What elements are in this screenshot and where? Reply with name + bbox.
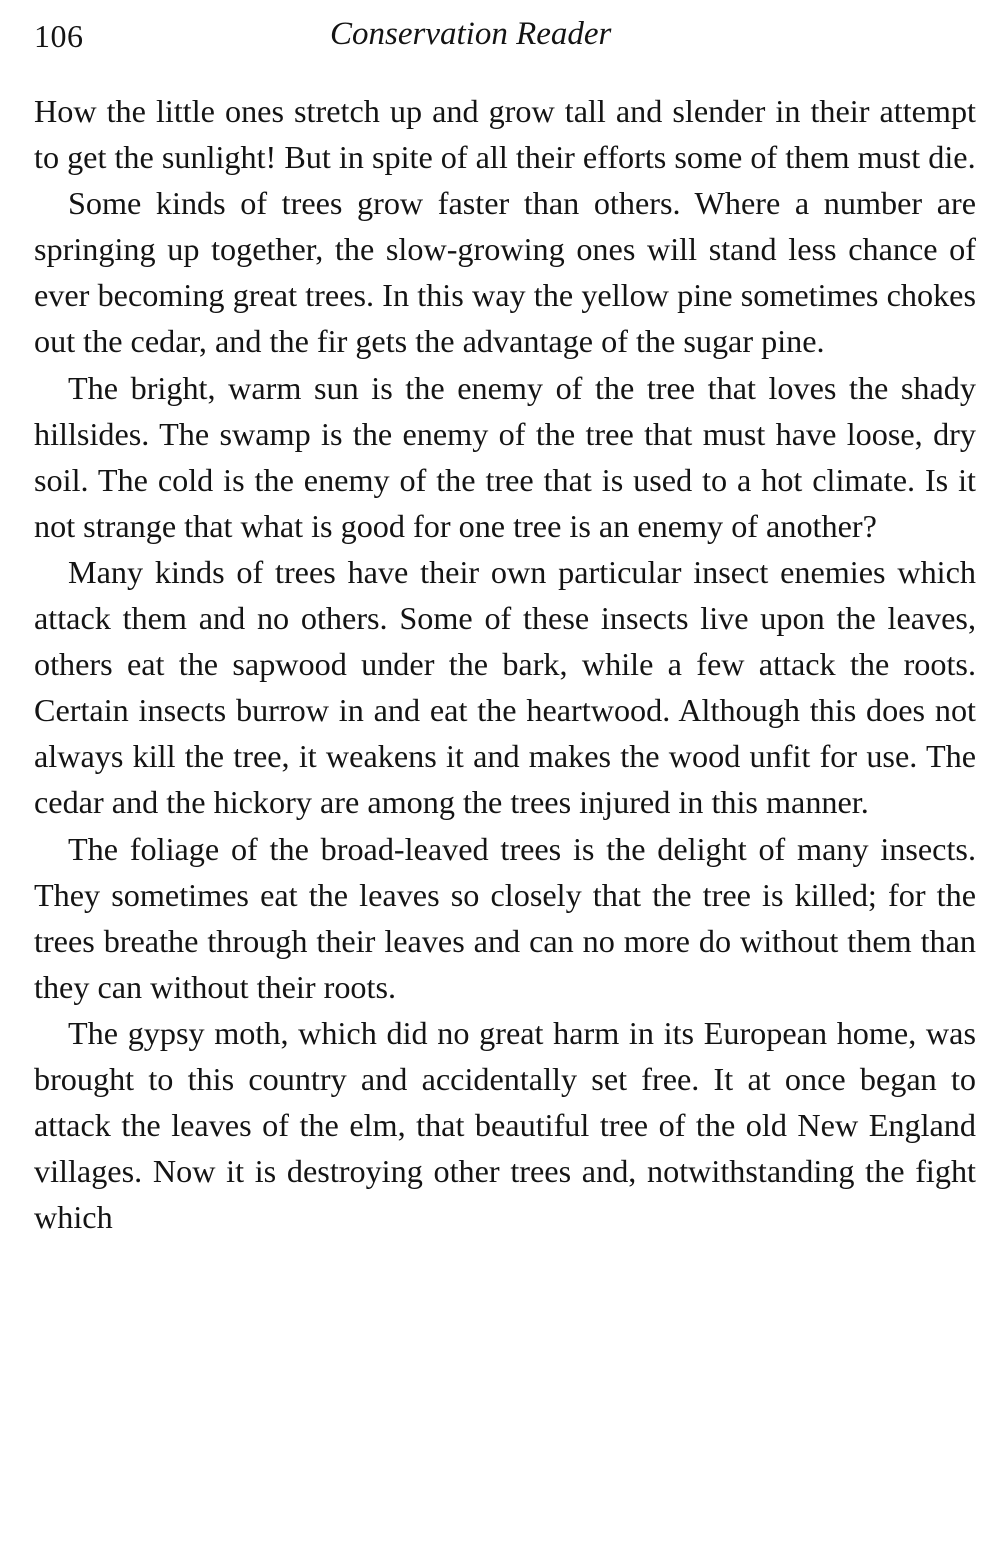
book-title: Conservation Reader bbox=[330, 16, 612, 52]
page-number: 106 bbox=[34, 18, 84, 54]
running-head bbox=[34, 10, 976, 68]
paragraph-4: Many kinds of trees have their own particular insect enemies which attack them and no others. Some of these insects live upon the leaves, others eat the sapwood under the bark, while a few attack the roots. Certain insects burrow in and eat the heartwood. Although this does not always kill the tree, it weakens it and makes the wood unfit for use. The cedar and the hickory are among the trees injured in this manner. bbox=[34, 553, 976, 821]
paragraph-2: Some kinds of trees grow faster than others. Where a number are springing up together, the slow-growing ones will stand less chance of ever becoming great trees. In this way the yellow pine sometimes chokes out the cedar, and the fir gets the advantage of the sugar pine. bbox=[34, 185, 976, 360]
paragraph-5: The foliage of the broad-leaved trees is the delight of many insects. They sometimes eat the leaves so closely that the tree is killed; for the trees breathe through their leaves and can no more do without them than they can without their roots. bbox=[34, 830, 976, 1005]
paragraph-6: The gypsy moth, which did no great harm in its European home, was brought to this country and accidentally set free. It at once began to attack the leaves of the elm, that beautiful tree of the old New England villages. Now it is destroying other trees and, notwithstanding the fight which bbox=[34, 1014, 976, 1236]
paragraph-3: The bright, warm sun is the enemy of the tree that loves the shady hillsides. The swamp is the enemy of the tree that must have loose, dry soil. The cold is the enemy of the tree that is used to a hot climate. Is it not strange that what is good for one tree is an enemy of another? bbox=[34, 369, 976, 544]
paragraph-1: How the little ones stretch up and grow tall and slender in their attempt to get the sunlight! But in spite of all their efforts some of them must die. bbox=[34, 93, 976, 176]
book-page bbox=[34, 10, 976, 1240]
body-text bbox=[34, 88, 976, 1240]
